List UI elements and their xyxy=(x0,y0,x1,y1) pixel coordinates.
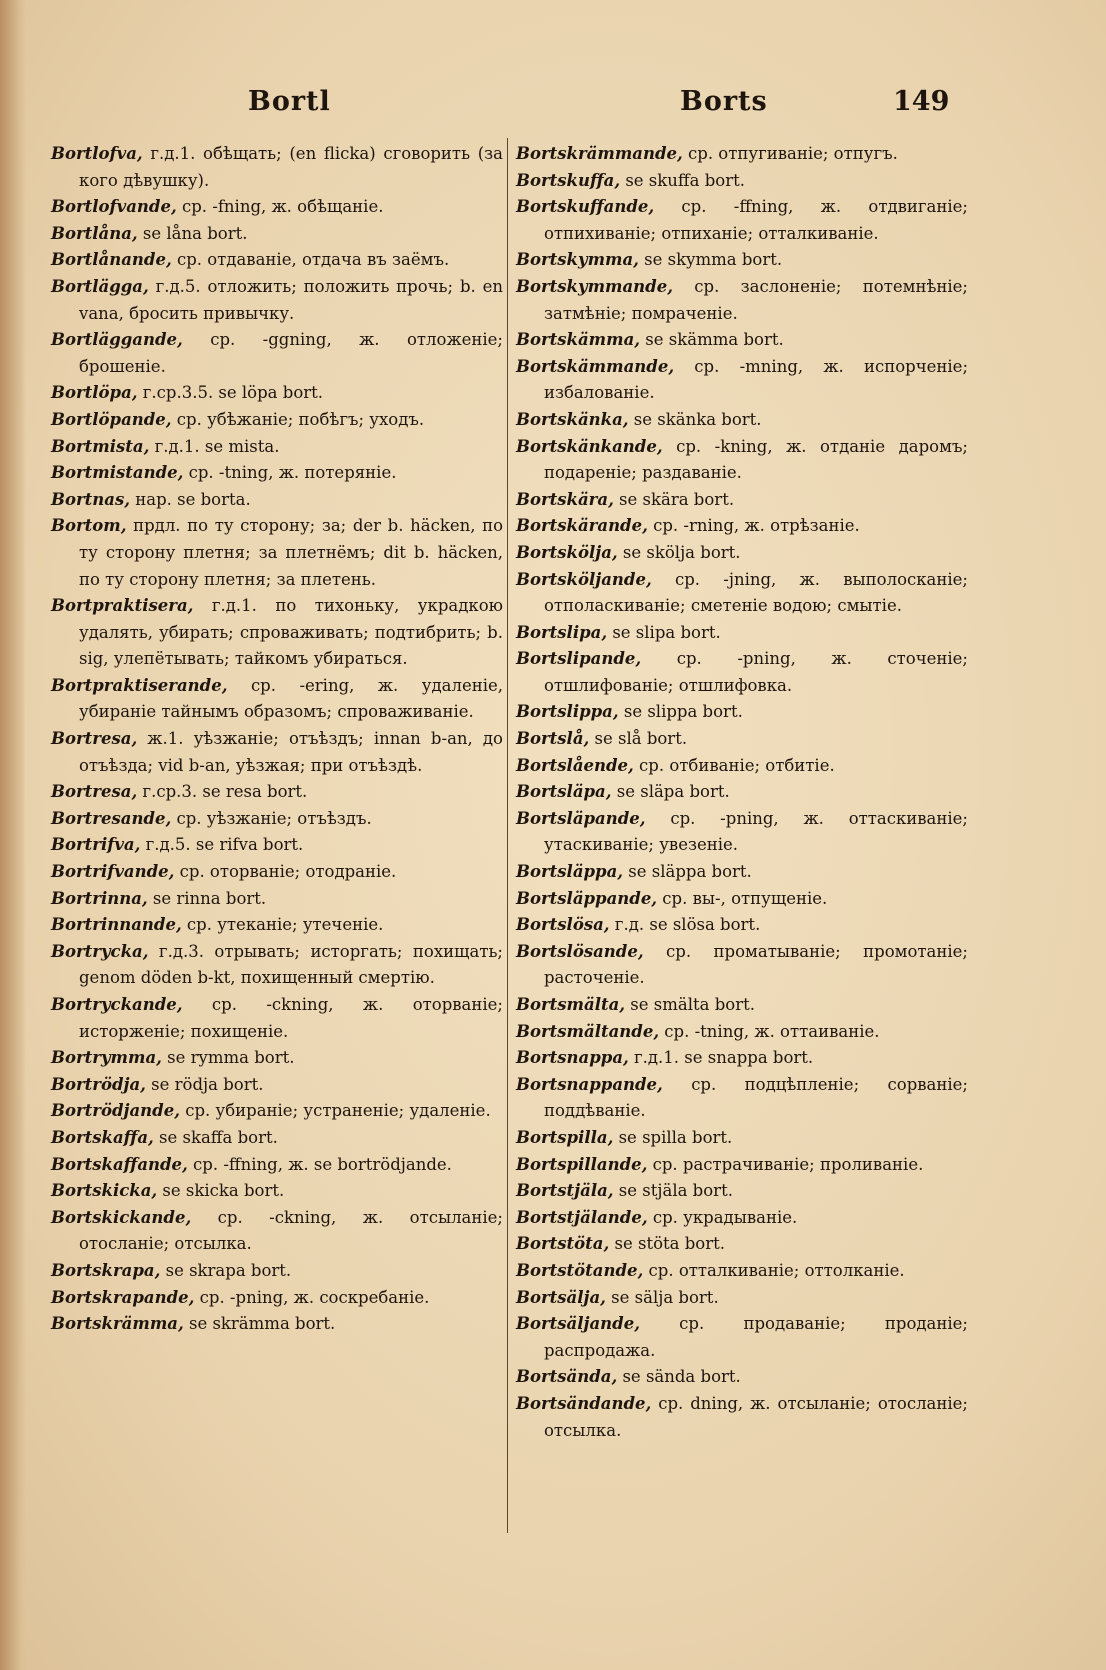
dictionary-entry xyxy=(51,673,503,726)
entry-definition: se skämma bort. xyxy=(640,330,784,350)
entry-headword: Bortskymma, xyxy=(516,250,639,270)
dictionary-entry xyxy=(516,1311,968,1364)
page-binding-edge xyxy=(0,0,26,1670)
entry-headword: Bortrycka, xyxy=(51,941,149,961)
entry-definition: se skrämma bort. xyxy=(183,1314,336,1334)
dictionary-entry xyxy=(51,832,503,859)
entry-definition: ср. подцѣпленіе; сорваніе; поддѣваніе. xyxy=(544,1074,968,1121)
entry-definition: прдл. по ту сторону; за; der b. häcken, по ту сторону плетня; за плетнёмъ; dit b. häcken, по ту сторону плетня; за плетень. xyxy=(79,516,503,589)
entry-headword: Bortslående, xyxy=(516,755,634,775)
dictionary-entry xyxy=(51,487,503,514)
entry-definition: нар. se borta. xyxy=(130,489,251,509)
dictionary-entry xyxy=(51,327,503,380)
entry-definition: se rödja bort. xyxy=(145,1074,264,1094)
entry-headword: Bortsmälta, xyxy=(516,995,626,1014)
entry-definition: ср. -fning, ж. обѣщаніе. xyxy=(176,197,384,217)
entry-definition: se skymma bort. xyxy=(638,250,783,270)
dictionary-entry xyxy=(51,939,503,992)
dictionary-entry xyxy=(51,886,503,913)
entry-definition: se slipa bort. xyxy=(607,622,721,642)
entry-headword: Bortskrapa, xyxy=(51,1260,161,1280)
dictionary-entry xyxy=(516,1045,968,1072)
entry-definition: se slippa bort. xyxy=(618,702,743,722)
entry-headword: Bortrödja, xyxy=(51,1074,146,1094)
entry-headword: Bortslösande, xyxy=(516,941,644,961)
dictionary-entry xyxy=(516,1391,968,1444)
entry-headword: Bortsäljande, xyxy=(516,1314,640,1334)
entry-definition: se släpa bort. xyxy=(611,782,730,802)
entry-headword: Bortrifvande, xyxy=(51,862,175,882)
dictionary-entry xyxy=(51,247,503,274)
entry-definition: se skicka bort. xyxy=(157,1181,285,1201)
dictionary-entry xyxy=(51,1072,503,1099)
entry-headword: Bortrifva, xyxy=(51,835,141,855)
entry-definition: se skära bort. xyxy=(613,489,735,509)
entry-definition: ср. -ffning, ж. se bortrödjande. xyxy=(187,1154,452,1174)
entry-definition: г.д.1. se mista. xyxy=(149,436,280,456)
entry-headword: Bortskrämmande, xyxy=(516,144,683,163)
entry-definition: ср. уѣзжаніе; отъѣздъ. xyxy=(171,808,372,828)
entry-definition: ср. отпугиваніе; отпугъ. xyxy=(682,144,898,163)
dictionary-entry xyxy=(516,434,968,487)
entry-headword: Bortskymmande, xyxy=(516,276,673,296)
entry-definition: г.д.5. отложить; положить прочь; b. en vana, бросить привычку. xyxy=(79,276,503,323)
entry-headword: Bortslippa, xyxy=(516,702,619,722)
dictionary-entry xyxy=(516,753,968,780)
entry-definition: г.д.1. обѣщать; (en flicka) сговорить (за кого дѣвушку). xyxy=(79,144,503,190)
dictionary-entry xyxy=(516,247,968,274)
dictionary-entry xyxy=(51,1098,503,1125)
dictionary-entry xyxy=(51,779,503,806)
entry-headword: Bortslå, xyxy=(516,729,590,749)
dictionary-entry xyxy=(516,540,968,567)
entry-headword: Bortnas, xyxy=(51,489,130,509)
entry-headword: Bortresa, xyxy=(51,782,138,802)
entry-definition: se spilla bort. xyxy=(613,1127,733,1147)
dictionary-entry xyxy=(516,1231,968,1258)
entry-definition: ср. -mning, ж. испорченіе; избалованіе. xyxy=(544,356,968,403)
entry-headword: Bortslipande, xyxy=(516,649,642,669)
entry-headword: Bortskämmande, xyxy=(516,356,675,376)
entry-headword: Bortskickande, xyxy=(51,1207,192,1227)
entry-headword: Bortlägga, xyxy=(51,276,149,296)
entry-headword: Bortpraktiserande, xyxy=(51,675,228,695)
entry-definition: ср. отбиваніе; отбитіе. xyxy=(633,755,835,775)
entry-headword: Bortskaffa, xyxy=(51,1127,154,1147)
dictionary-entry xyxy=(516,168,968,195)
entry-definition: ср. -ffning, ж. отдвиганіе; отпихиваніе; отпиханіе; отталкиваніе. xyxy=(544,197,968,243)
dictionary-entry xyxy=(51,1045,503,1072)
dictionary-entry xyxy=(51,859,503,886)
entry-definition: ср. отдаваніе, отдача въ заёмъ. xyxy=(171,250,450,270)
entry-headword: Bortlånande, xyxy=(51,250,172,270)
entry-headword: Bortskuffa, xyxy=(516,170,621,190)
entry-headword: Bortrinnande, xyxy=(51,915,182,935)
entry-headword: Bortsläpande, xyxy=(516,808,646,828)
dictionary-entry xyxy=(516,1258,968,1285)
entry-definition: se låna bort. xyxy=(137,223,248,243)
dictionary-entry xyxy=(516,1178,968,1205)
entry-headword: Bortskänka, xyxy=(516,409,629,429)
entry-definition: se sända bort. xyxy=(617,1367,741,1387)
dictionary-entry xyxy=(51,1152,503,1179)
entry-headword: Bortsnappande, xyxy=(516,1074,663,1094)
dictionary-entry xyxy=(516,141,968,168)
entry-definition: ср. -pning, ж. сточеніе; отшлифованіе; отшлифовка. xyxy=(544,649,968,695)
entry-definition: ср. утеканіе; утеченіе. xyxy=(181,915,384,935)
entry-headword: Bortstjälande, xyxy=(516,1207,648,1227)
entry-definition: ср. -ckning, ж. отсыланіе; отосланіе; отсылка. xyxy=(79,1207,503,1254)
entry-definition: ср. -pning, ж. соскребаніе. xyxy=(194,1287,430,1307)
entry-headword: Bortsändande, xyxy=(516,1393,652,1413)
dictionary-entry xyxy=(516,1364,968,1391)
dictionary-entry xyxy=(51,434,503,461)
running-header xyxy=(0,86,1106,126)
right-headword: Borts xyxy=(680,86,768,117)
dictionary-entry xyxy=(516,992,968,1019)
entry-definition: ср. убираніе; устраненіе; удаленіе. xyxy=(179,1101,491,1121)
entry-headword: Bortsläppande, xyxy=(516,888,658,908)
dictionary-entry xyxy=(51,806,503,833)
dictionary-entry xyxy=(51,380,503,407)
entry-definition: se slå bort. xyxy=(589,729,688,749)
entry-definition: se skuffa bort. xyxy=(620,170,745,190)
entry-definition: г.ср.3. se resa bort. xyxy=(137,782,308,802)
entry-headword: Bortskrämma, xyxy=(51,1314,184,1334)
left-headword: Bortl xyxy=(248,86,331,117)
entry-definition: г.д. se slösa bort. xyxy=(609,915,761,935)
left-column xyxy=(51,141,503,1338)
dictionary-entry xyxy=(51,726,503,779)
entry-definition: ср. украдываніе. xyxy=(647,1207,798,1227)
entry-definition: se släppa bort. xyxy=(623,862,752,882)
dictionary-entry xyxy=(516,354,968,407)
entry-definition: г.д.5. se rifva bort. xyxy=(140,835,304,855)
entry-headword: Bortsnappa, xyxy=(516,1048,629,1068)
dictionary-entry xyxy=(51,1178,503,1205)
entry-definition: se smälta bort. xyxy=(625,995,755,1014)
entry-definition: ср. -jning, ж. выполосканіе; отполаскиваніе; сметеніе водою; смытіе. xyxy=(544,569,968,616)
dictionary-entry xyxy=(51,513,503,593)
entry-headword: Bortsända, xyxy=(516,1367,618,1387)
entry-definition: se rinna bort. xyxy=(147,888,267,908)
dictionary-entry xyxy=(51,1205,503,1258)
entry-headword: Bortsläpa, xyxy=(516,782,612,802)
entry-headword: Bortskicka, xyxy=(51,1181,158,1201)
entry-headword: Bortresa, xyxy=(51,729,138,749)
dictionary-entry xyxy=(516,487,968,514)
entry-definition: ср. вы-, отпущеніе. xyxy=(657,888,828,908)
dictionary-entry xyxy=(516,1152,968,1179)
entry-definition: se skänka bort. xyxy=(628,409,762,429)
entry-definition: г.ср.3.5. se löpa bort. xyxy=(137,383,324,403)
entry-definition: г.д.3. отрывать; исторгать; похищать; genom döden b-kt, похищенный смертію. xyxy=(79,941,503,988)
right-column xyxy=(516,141,968,1444)
entry-headword: Bortom, xyxy=(51,516,127,536)
dictionary-entry xyxy=(51,912,503,939)
entry-definition: ср. dning, ж. отсыланіе; отосланіе; отсылка. xyxy=(544,1393,968,1440)
entry-definition: ср. -ggning, ж. отложеніе; брошеніе. xyxy=(79,330,503,376)
dictionary-entry xyxy=(516,939,968,992)
entry-definition: ср. -pning, ж. оттаскиваніе; утаскиваніе; увезеніе. xyxy=(544,808,968,855)
entry-definition: ср. оторваніе; отодраніе. xyxy=(174,862,397,882)
entry-definition: se skaffa bort. xyxy=(153,1127,278,1147)
entry-headword: Bortskämma, xyxy=(516,330,641,350)
entry-headword: Bortrödjande, xyxy=(51,1101,180,1121)
entry-definition: ср. -kning, ж. отданіе даромъ; подареніе; раздаваніе. xyxy=(544,436,968,483)
entry-definition: г.д.1. se snappa bort. xyxy=(628,1048,814,1068)
dictionary-entry xyxy=(516,567,968,620)
entry-headword: Bortskuffande, xyxy=(516,197,655,217)
entry-definition: ср. продаваніе; проданіе; распродажа. xyxy=(544,1314,968,1360)
entry-headword: Bortspilla, xyxy=(516,1127,614,1147)
entry-definition: se skrapa bort. xyxy=(160,1260,292,1280)
entry-headword: Bortsälja, xyxy=(516,1287,606,1307)
entry-definition: se sälja bort. xyxy=(605,1287,719,1307)
entry-definition: ср. -ering, ж. удаленіе, убираніе тайнымъ образомъ; спроваживаніе. xyxy=(79,675,503,722)
entry-definition: ж.1. уѣзжаніе; отъѣздъ; innan b-an, до отъѣзда; vid b-an, уѣзжая; при отъѣздѣ. xyxy=(79,729,503,775)
entry-headword: Bortstötande, xyxy=(516,1260,644,1280)
entry-headword: Bortsmältande, xyxy=(516,1021,660,1041)
dictionary-entry xyxy=(51,1125,503,1152)
dictionary-entry xyxy=(516,1072,968,1125)
dictionary-entry xyxy=(51,194,503,221)
entry-headword: Bortsläppa, xyxy=(516,862,624,882)
dictionary-entry xyxy=(51,593,503,673)
entry-headword: Bortmistande, xyxy=(51,463,184,483)
dictionary-entry xyxy=(51,407,503,434)
dictionary-entry xyxy=(51,141,503,194)
entry-definition: ср. заслоненіе; потемнѣніе; затмѣніе; помраченіе. xyxy=(544,276,968,323)
entry-definition: se stjäla bort. xyxy=(613,1181,733,1201)
entry-headword: Bortlöpa, xyxy=(51,383,138,403)
dictionary-entry xyxy=(51,221,503,248)
dictionary-entry xyxy=(516,646,968,699)
entry-headword: Bortskaffande, xyxy=(51,1154,188,1174)
entry-headword: Bortrymma, xyxy=(51,1048,162,1068)
dictionary-entry xyxy=(516,1205,968,1232)
entry-headword: Bortlofvande, xyxy=(51,197,177,217)
entry-headword: Bortslösa, xyxy=(516,915,610,935)
entry-definition: se rymma bort. xyxy=(161,1048,295,1068)
entry-headword: Bortlöpande, xyxy=(51,409,172,429)
entry-headword: Bortmista, xyxy=(51,436,150,456)
entry-definition: ср. отталкиваніе; оттолканіе. xyxy=(643,1260,905,1280)
entry-headword: Bortläggande, xyxy=(51,330,183,350)
dictionary-entry xyxy=(516,859,968,886)
dictionary-entry xyxy=(516,1019,968,1046)
entry-headword: Bortsköljande, xyxy=(516,569,652,589)
page-number: 149 xyxy=(893,86,950,117)
dictionary-entry xyxy=(51,460,503,487)
entry-headword: Bortstjäla, xyxy=(516,1181,614,1201)
entry-headword: Bortpraktisera, xyxy=(51,596,194,616)
entry-headword: Bortspillande, xyxy=(516,1154,648,1174)
entry-headword: Bortlåna, xyxy=(51,223,138,243)
dictionary-entry xyxy=(516,699,968,726)
entry-definition: ср. убѣжаніе; побѣгъ; уходъ. xyxy=(171,409,425,429)
dictionary-entry xyxy=(516,1125,968,1152)
entry-headword: Bortrinna, xyxy=(51,888,148,908)
entry-headword: Bortresande, xyxy=(51,808,172,828)
dictionary-entry xyxy=(516,513,968,540)
entry-headword: Bortskärande, xyxy=(516,516,648,536)
entry-headword: Bortskänkande, xyxy=(516,436,663,456)
entry-headword: Bortskrapande, xyxy=(51,1287,195,1307)
dictionary-entry xyxy=(51,274,503,327)
dictionary-entry xyxy=(51,992,503,1045)
dictionary-entry xyxy=(516,327,968,354)
entry-definition: г.д.1. по тихоньку, украдкою удалять, убирать; спроваживать; подтибрить; b. sig, улепётывать; тайкомъ убираться. xyxy=(79,596,503,669)
entry-definition: ср. -rning, ж. отрѣзаніе. xyxy=(647,516,860,536)
dictionary-entry xyxy=(516,194,968,247)
dictionary-entry xyxy=(516,620,968,647)
dictionary-entry xyxy=(516,886,968,913)
dictionary-entry xyxy=(516,912,968,939)
entry-headword: Bortskära, xyxy=(516,489,614,509)
entry-definition: ср. -ckning, ж. оторваніе; исторженіе; похищеніе. xyxy=(79,995,503,1041)
entry-headword: Bortslipa, xyxy=(516,622,608,642)
entry-definition: ср. -tning, ж. оттаиваніе. xyxy=(659,1021,880,1041)
entry-headword: Bortlofva, xyxy=(51,144,143,163)
entry-headword: Bortskölja, xyxy=(516,542,618,562)
dictionary-entry xyxy=(516,806,968,859)
entry-definition: se skölja bort. xyxy=(617,542,741,562)
dictionary-entry xyxy=(51,1311,503,1338)
dictionary-entry xyxy=(516,726,968,753)
dictionary-entry xyxy=(516,779,968,806)
entry-definition: ср. -tning, ж. потеряніе. xyxy=(183,463,397,483)
entry-headword: Bortryckande, xyxy=(51,995,183,1014)
dictionary-entry xyxy=(51,1258,503,1285)
dictionary-entry xyxy=(51,1285,503,1312)
dictionary-entry xyxy=(516,1285,968,1312)
entry-definition: ср. растрачиваніе; проливаніе. xyxy=(647,1154,924,1174)
entry-definition: ср. проматываніе; промотаніе; расточеніе. xyxy=(544,941,968,988)
column-divider xyxy=(507,138,508,1533)
entry-headword: Bortstöta, xyxy=(516,1234,610,1254)
dictionary-entry xyxy=(516,274,968,327)
dictionary-entry xyxy=(516,407,968,434)
entry-definition: se stöta bort. xyxy=(609,1234,725,1254)
